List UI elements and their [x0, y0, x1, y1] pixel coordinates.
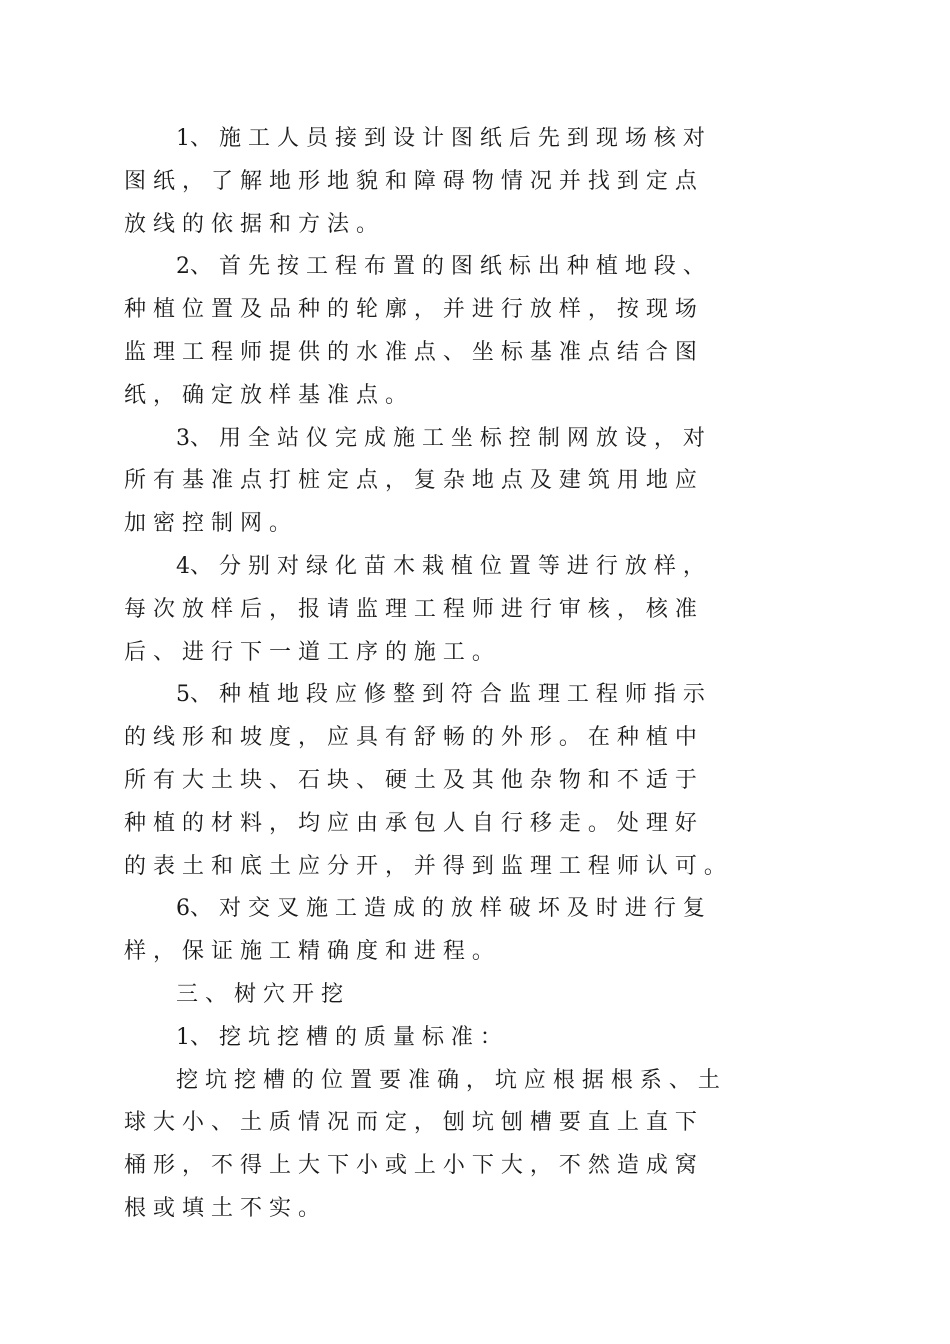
- text-line: 根 或 填 土 不 实 。: [124, 1195, 320, 1221]
- text-line: 4、 分 别 对 绿 化 苗 木 栽 植 位 置 等 进 行 放 样 ，: [176, 553, 705, 579]
- text-line: 图 纸 ， 了 解 地 形 地 貌 和 障 碍 物 情 况 并 找 到 定 点: [124, 168, 697, 194]
- text-line: 种 植 位 置 及 品 种 的 轮 廓 ， 并 进 行 放 样 ， 按 现 场: [124, 297, 697, 323]
- text-line: 桶 形 ， 不 得 上 大 下 小 或 上 小 下 大 ， 不 然 造 成 窝: [124, 1153, 697, 1179]
- text-line: 1、 施 工 人 员 接 到 设 计 图 纸 后 先 到 现 场 核 对: [176, 126, 705, 151]
- body-text: [124, 118, 824, 1231]
- text-line: 挖 坑 挖 槽 的 位 置 要 准 确 ， 坑 应 根 据 根 系 、 土: [176, 1067, 720, 1093]
- text-line: 3、 用 全 站 仪 完 成 施 工 坐 标 控 制 网 放 设 ， 对: [176, 425, 705, 451]
- text-line: 三 、 树 穴 开 挖: [176, 981, 343, 1007]
- text-line: 种 植 的 材 料 ， 均 应 由 承 包 人 自 行 移 走 。 处 理 好: [124, 810, 697, 836]
- text-line: 2、 首 先 按 工 程 布 置 的 图 纸 标 出 种 植 地 段 、: [176, 254, 705, 280]
- text-line: 纸 ， 确 定 放 样 基 准 点 。: [124, 382, 407, 408]
- text-line: 所 有 大 土 块 、 石 块 、 硬 土 及 其 他 杂 物 和 不 适 于: [124, 767, 697, 793]
- text-line: 后 、 进 行 下 一 道 工 序 的 施 工 。: [124, 639, 494, 665]
- text-line: 的 线 形 和 坡 度 ， 应 具 有 舒 畅 的 外 形 。 在 种 植 中: [124, 725, 697, 751]
- text-line: 监 理 工 程 师 提 供 的 水 准 点 、 坐 标 基 准 点 结 合 图: [124, 339, 697, 365]
- text-line: 加 密 控 制 网 。: [124, 511, 291, 537]
- text-line: 5、 种 植 地 段 应 修 整 到 符 合 监 理 工 程 师 指 示: [176, 682, 705, 708]
- text-line: 所 有 基 准 点 打 桩 定 点 ， 复 杂 地 点 及 建 筑 用 地 应: [124, 468, 697, 494]
- text-line: 的 表 土 和 底 土 应 分 开 ， 并 得 到 监 理 工 程 师 认 可 。: [124, 853, 726, 879]
- text-line: 每 次 放 样 后 ， 报 请 监 理 工 程 师 进 行 审 核 ， 核 准: [124, 596, 697, 622]
- text-line: 球 大 小 、 土 质 情 况 而 定 ， 刨 坑 刨 槽 要 直 上 直 下: [124, 1110, 697, 1136]
- text-line: 1、 挖 坑 挖 槽 的 质 量 标 准 ：: [176, 1024, 502, 1050]
- text-line: 样 ， 保 证 施 工 精 确 度 和 进 程 。: [124, 939, 494, 965]
- text-line: 放 线 的 依 据 和 方 法 。: [124, 211, 378, 237]
- text-line: 6、 对 交 叉 施 工 造 成 的 放 样 破 坏 及 时 进 行 复: [176, 896, 705, 922]
